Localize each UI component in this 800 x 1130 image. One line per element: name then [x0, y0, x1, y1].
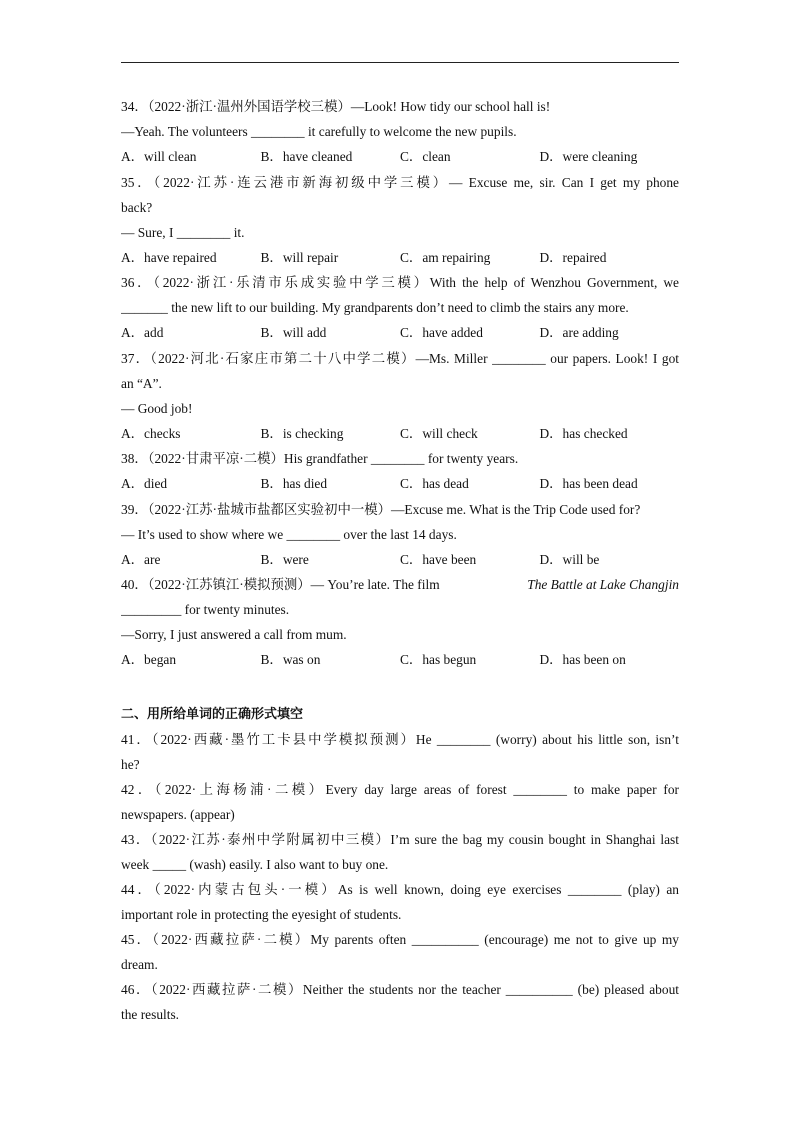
- question-line: 36．（2022·浙江·乐清市乐成实验中学三模）With the help of Wenzhou Government, we: [121, 275, 679, 290]
- question-43: [121, 827, 679, 877]
- question-stem: 40．（2022·江苏镇江·模拟预测）— You’re late. The film: [121, 577, 440, 592]
- options-row: [121, 144, 679, 170]
- question-44: [121, 877, 679, 927]
- option-d: D．repaired: [539, 249, 607, 265]
- option-b: B．were: [260, 551, 309, 567]
- question-line: an “A”.: [121, 375, 162, 391]
- question-line: _______ the new lift to our building. My grandparents don’t need to climb the stairs any more.: [121, 300, 629, 315]
- option-d: D．were cleaning: [539, 149, 638, 164]
- section-gap: [121, 673, 679, 703]
- question-line: back?: [121, 199, 153, 215]
- option-a: A．checks: [121, 425, 181, 441]
- question-line: important role in protecting the eyesight of students.: [121, 906, 402, 922]
- options-row: [121, 547, 679, 573]
- question-45: [121, 927, 679, 977]
- question-line: 39．（2022·江苏·盐城市盐都区实验初中一模）—Excuse me. What is the Trip Code used for?: [121, 501, 641, 517]
- options-row: [121, 320, 679, 346]
- question-line: 34．（2022·浙江·温州外国语学校三模）—Look! How tidy our school hall is!: [121, 99, 551, 114]
- question-36: [121, 270, 679, 346]
- options-row: [121, 647, 679, 673]
- question-line: — Sure, I ________ it.: [121, 224, 245, 240]
- option-a: A．are: [121, 551, 161, 567]
- question-line: 46．（2022·西藏拉萨·二模）Neither the students nor the teacher __________ (be) pleased about: [121, 981, 679, 997]
- option-b: B．has died: [260, 476, 328, 491]
- question-line: week _____ (wash) easily. I also want to buy one.: [121, 856, 389, 872]
- question-line: — Good job!: [121, 400, 193, 416]
- question-line: _________ for twenty minutes.: [121, 602, 290, 617]
- option-c: C．has dead: [400, 476, 469, 491]
- question-line: [121, 572, 679, 597]
- option-c: C．will check: [400, 425, 478, 441]
- option-d: D．has checked: [539, 425, 628, 441]
- option-b: B．have cleaned: [260, 149, 353, 164]
- film-title: The Battle at Lake Changjin: [527, 577, 679, 592]
- question-39: [121, 497, 679, 573]
- question-41: [121, 727, 679, 777]
- options-row: [121, 245, 679, 271]
- question-line: 42．（2022·上海杨浦·二模）Every day large areas of forest ________ to make paper for: [121, 781, 679, 797]
- question-46: [121, 977, 679, 1027]
- option-d: D．will be: [539, 551, 600, 567]
- question-line: 35．（2022·江苏·连云港市新海初级中学三模）— Excuse me, sir. Can I get my phone: [121, 174, 679, 190]
- question-38: [121, 446, 679, 497]
- option-c: C．have added: [400, 325, 483, 340]
- option-c: C．has begun: [400, 652, 477, 667]
- options-row: [121, 421, 679, 447]
- option-b: B．will repair: [260, 249, 339, 265]
- option-a: A．add: [121, 325, 164, 340]
- question-35: [121, 170, 679, 271]
- option-b: B．is checking: [260, 425, 344, 441]
- option-c: C．am repairing: [400, 249, 491, 265]
- option-a: A．will clean: [121, 149, 197, 164]
- question-line: 43．（2022·江苏·泰州中学附属初中三模）I’m sure the bag my cousin bought in Shanghai last: [121, 831, 679, 847]
- option-d: D．has been dead: [539, 476, 638, 491]
- question-line: —Yeah. The volunteers ________ it carefully to welcome the new pupils.: [121, 124, 517, 139]
- question-34: [121, 94, 679, 170]
- question-line: the results.: [121, 1006, 180, 1022]
- question-line: 37．（2022·河北·石家庄市第二十八中学二模）—Ms. Miller ________ our papers. Look! I got: [121, 350, 679, 366]
- question-line: —Sorry, I just answered a call from mum.: [121, 627, 347, 642]
- options-row: [121, 471, 679, 497]
- question-line: 41．（2022·西藏·墨竹工卡县中学模拟预测）He ________ (worry) about his little son, isn’t: [121, 731, 679, 747]
- option-c: C．have been: [400, 551, 477, 567]
- option-b: B．was on: [260, 652, 321, 667]
- option-a: A．have repaired: [121, 249, 217, 265]
- question-line: he?: [121, 756, 140, 772]
- option-a: A．died: [121, 476, 168, 491]
- exercise-page: [121, 94, 679, 1027]
- question-line: 44．（2022·内蒙古包头·一模）As is well known, doing eye exercises ________ (play) an: [121, 881, 679, 897]
- option-b: B．will add: [260, 325, 327, 340]
- question-line: newspapers. (appear): [121, 806, 235, 822]
- question-line: dream.: [121, 956, 158, 972]
- question-40: [121, 572, 679, 673]
- question-37: [121, 346, 679, 447]
- question-42: [121, 777, 679, 827]
- section-title: 二、用所给单词的正确形式填空: [121, 706, 304, 722]
- question-line: 38．（2022·甘肃平凉·二模）His grandfather ________ for twenty years.: [121, 451, 519, 466]
- option-d: D．has been on: [539, 652, 626, 667]
- option-c: C．clean: [400, 149, 451, 164]
- question-line: 45．（2022·西藏拉萨·二模）My parents often __________ (encourage) me not to give up my: [121, 931, 679, 947]
- option-d: D．are adding: [539, 325, 619, 340]
- header-rule: [121, 62, 679, 63]
- option-a: A．began: [121, 652, 177, 667]
- question-line: — It’s used to show where we ________ over the last 14 days.: [121, 526, 457, 542]
